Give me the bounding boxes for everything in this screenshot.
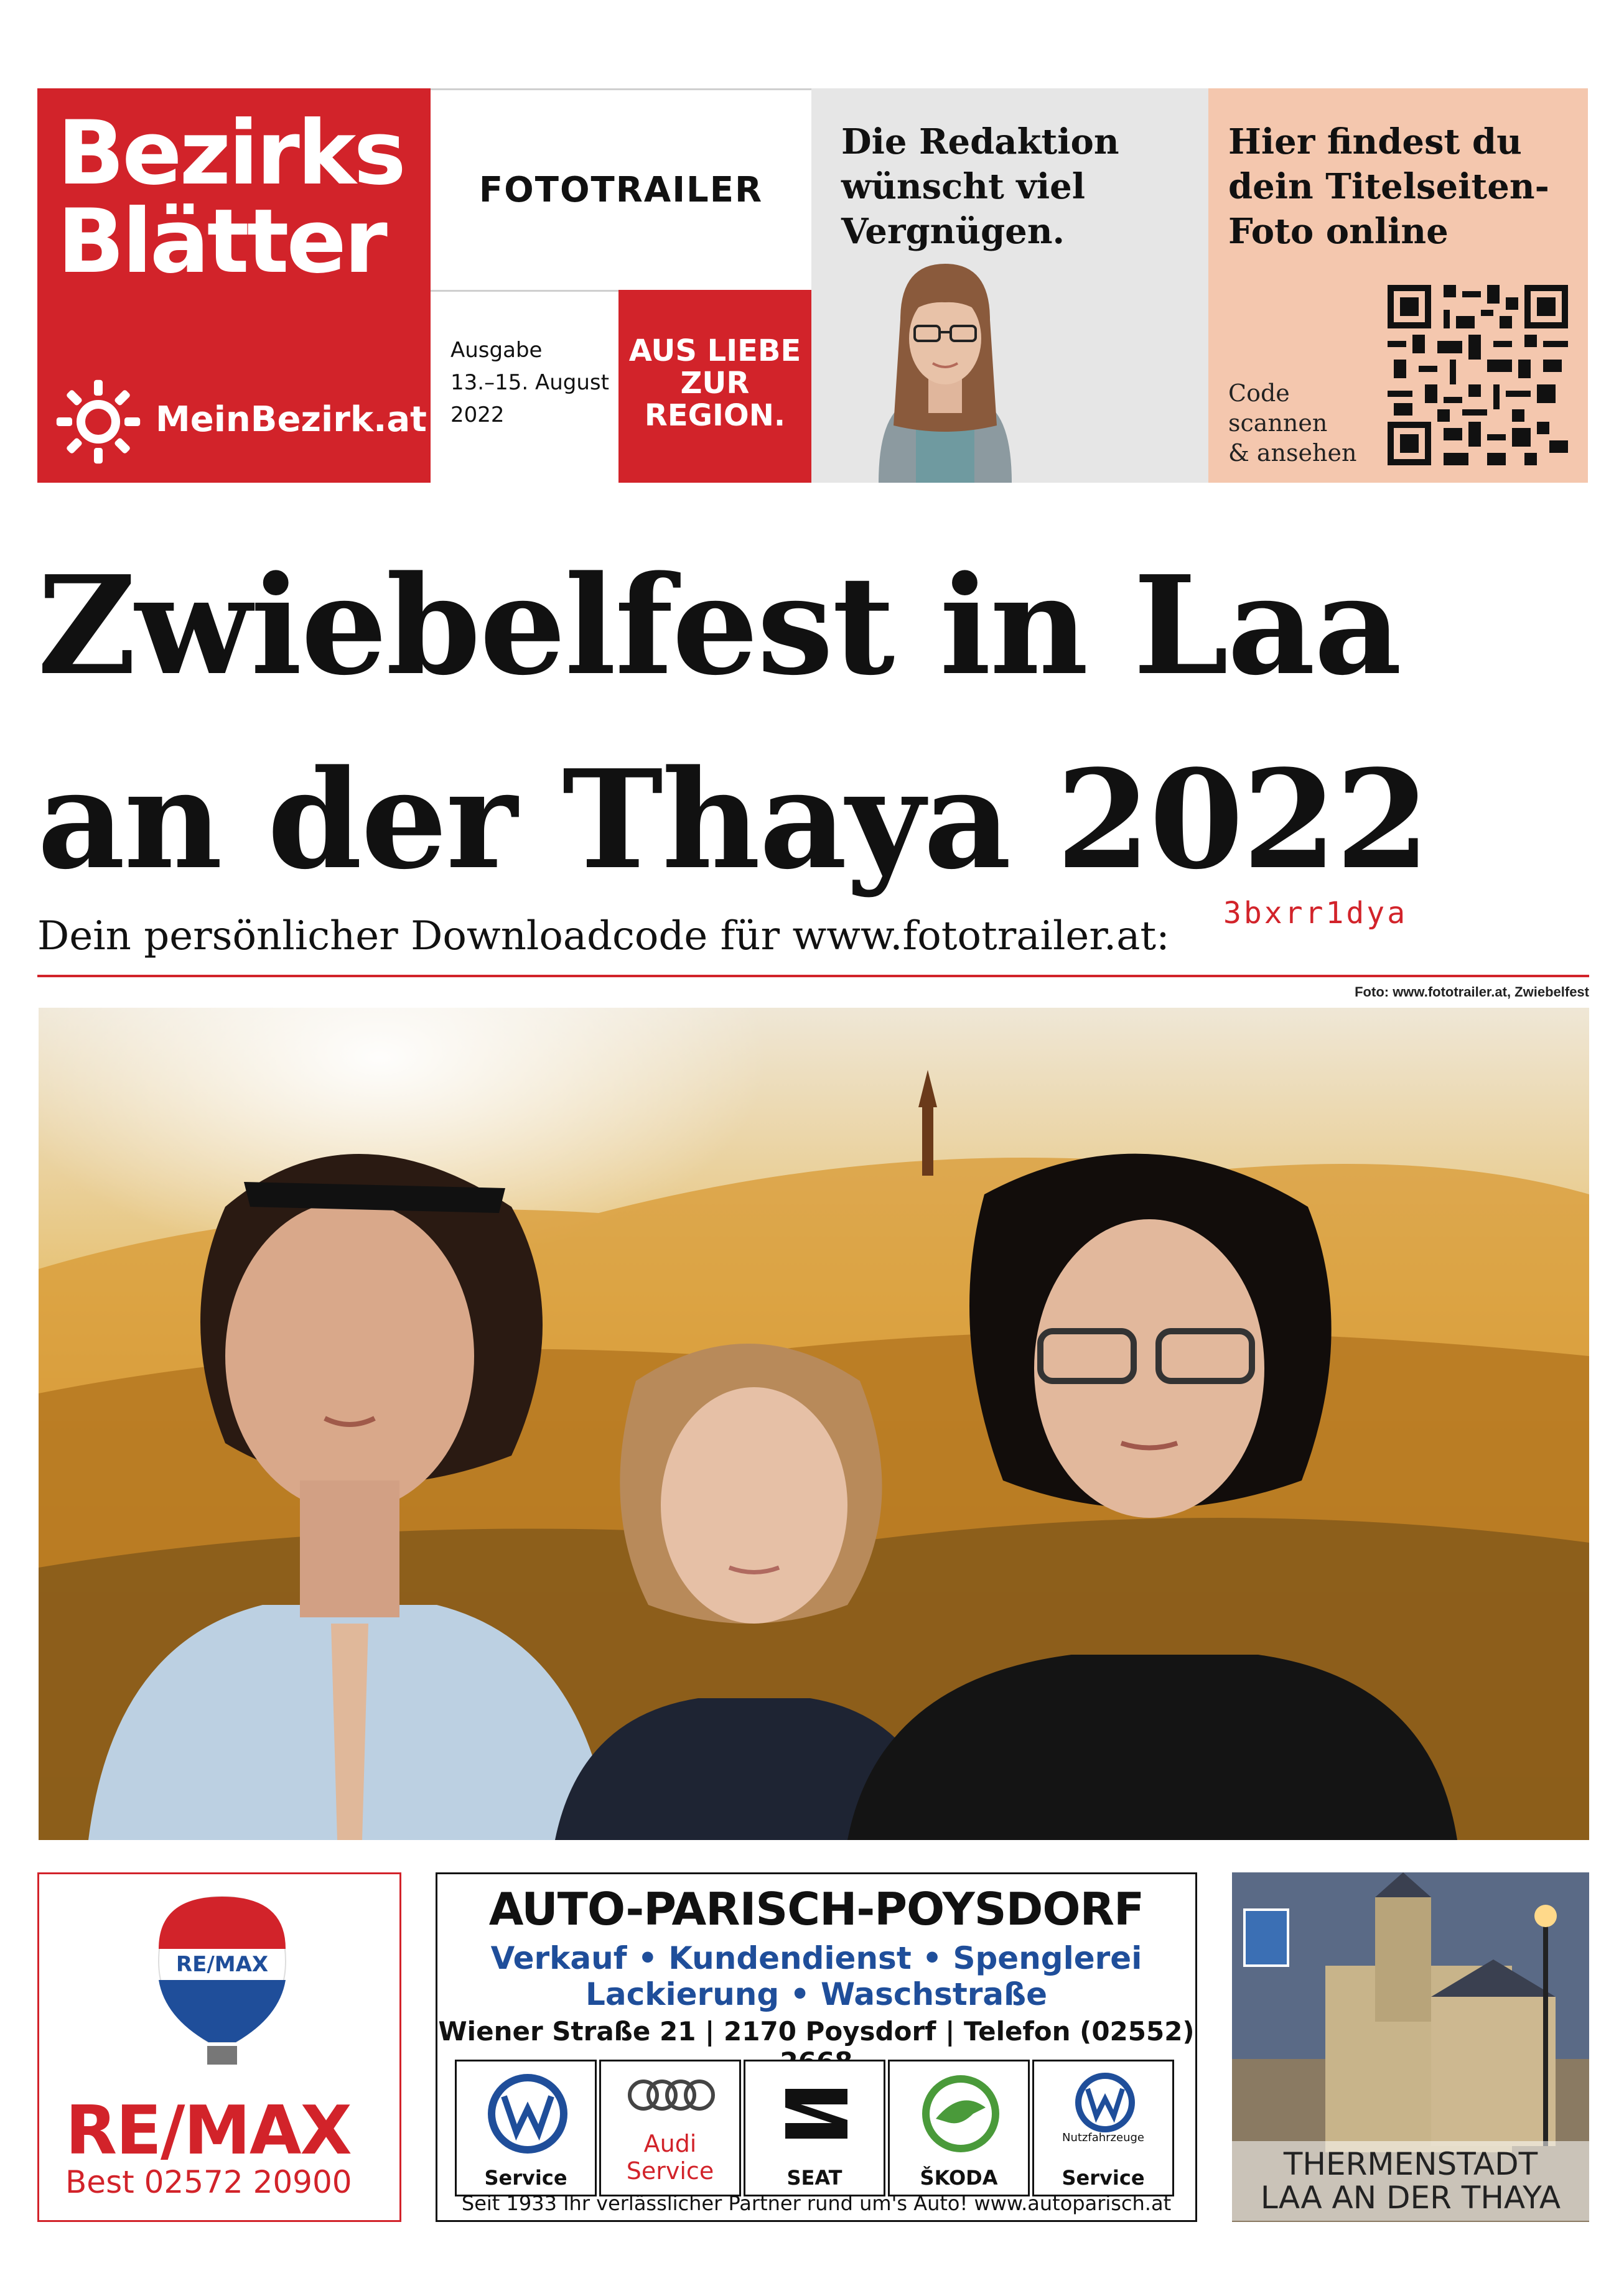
skoda-box (888, 2060, 1030, 2196)
logo-line-2: Blätter (57, 190, 385, 293)
main-photo[interactable] (39, 1008, 1589, 1840)
audi-service-label: Audi Service (626, 2130, 714, 2185)
balloon-text: RE/MAX (175, 1952, 269, 1977)
qr-code-icon[interactable] (1388, 285, 1568, 465)
slogan-box (618, 290, 811, 483)
seat-logo-icon (767, 2070, 866, 2157)
remax-logo: RE/MAX (65, 2092, 351, 2170)
meinbezirk-sun-icon (55, 378, 142, 465)
section-title: FOTOTRAILER (478, 170, 763, 210)
editor-portrait (841, 251, 1049, 483)
scan-line-3: & ansehen (1228, 439, 1357, 467)
issue-dates: 13.–15. August (450, 370, 609, 395)
online-text-line-1: Hier findest du (1228, 121, 1522, 162)
online-text-line-3: Foto online (1228, 211, 1449, 252)
audi-service-box (599, 2060, 741, 2196)
coat-of-arms-icon (1244, 1910, 1288, 1966)
seat-box (744, 2060, 885, 2196)
editor-greeting-line-1: Die Redaktion (841, 121, 1119, 162)
remax-balloon-icon (155, 1893, 289, 2067)
scan-instructions (1228, 378, 1356, 468)
audi-rings-icon (622, 2070, 722, 2120)
scan-line-1: Code (1228, 379, 1290, 407)
thermenstadt-line-2: LAA AN DER THAYA (1260, 2180, 1561, 2216)
download-label: Dein persönlicher Downloadcode für www.fototrailer.at: (37, 913, 1170, 959)
editor-greeting-line-3: Vergnügen. (841, 211, 1065, 252)
remax-phone: Best 02572 20900 (65, 2164, 352, 2200)
slogan-line-3: REGION. (644, 398, 786, 433)
thermenstadt-line-1: THERMENSTADT (1283, 2146, 1538, 2182)
slogan-line-1: AUS LIEBE (628, 333, 801, 368)
remax-ad[interactable] (37, 1872, 401, 2222)
auto-services-1: Verkauf • Kundendienst • Spenglerei (490, 1940, 1142, 1976)
site-name[interactable]: MeinBezirk.at (156, 399, 427, 440)
vw-service-box (455, 2060, 597, 2196)
issue-box (431, 290, 618, 483)
auto-address: Wiener Straße 21 | 2170 Poysdorf | Telefon (02552) (438, 2016, 1195, 2047)
slogan-line-2: ZUR (680, 366, 750, 401)
online-panel (1208, 88, 1588, 483)
headline (37, 529, 1429, 917)
logo-line-1: Bezirks (57, 102, 404, 205)
skoda-label: ŠKODA (920, 2166, 998, 2190)
auto-footer: Seit 1933 Ihr verlässlicher Partner rund um's Auto! www.autoparisch.at (461, 2191, 1172, 2215)
thermenstadt-ad[interactable] (1232, 1872, 1589, 2222)
auto-parisch-ad[interactable] (436, 1872, 1197, 2222)
issue-year: 2022 (450, 402, 505, 427)
online-text (1228, 119, 1549, 254)
thermenstadt-label (1232, 2141, 1589, 2221)
vw-nutzfahrzeuge-logo-icon (1055, 2070, 1155, 2139)
nutzfahrzeuge-label: Nutzfahrzeuge (1062, 2131, 1144, 2144)
editor-panel (811, 88, 1208, 483)
headline-line-1: Zwiebelfest in Laa (37, 546, 1401, 705)
online-text-line-2: dein Titelseiten- (1228, 166, 1549, 207)
seat-label: SEAT (786, 2166, 842, 2190)
photo-credit: Foto: www.fototrailer.at, Zwiebelfest (1355, 984, 1589, 1000)
vw-logo-icon (478, 2070, 577, 2157)
headline-line-2: an der Thaya 2022 (37, 740, 1429, 899)
skoda-logo-icon (911, 2070, 1010, 2157)
editor-greeting (841, 119, 1119, 254)
auto-title: AUTO-PARISCH-POYSDORF (488, 1883, 1144, 1935)
issue-label: Ausgabe (450, 338, 543, 363)
section-box (431, 88, 811, 290)
download-code[interactable]: 3bxrr1dya (1223, 896, 1408, 931)
editor-greeting-line-2: wünscht viel (841, 166, 1086, 207)
vw-nutzfahrzeuge-box (1032, 2060, 1174, 2196)
divider (37, 975, 1589, 977)
vw-nutz-service-label: Service (1062, 2166, 1145, 2190)
vw-service-label: Service (484, 2166, 567, 2190)
scan-line-2: scannen (1228, 409, 1328, 437)
auto-services-2: Lackierung • Waschstraße (586, 1976, 1047, 2012)
